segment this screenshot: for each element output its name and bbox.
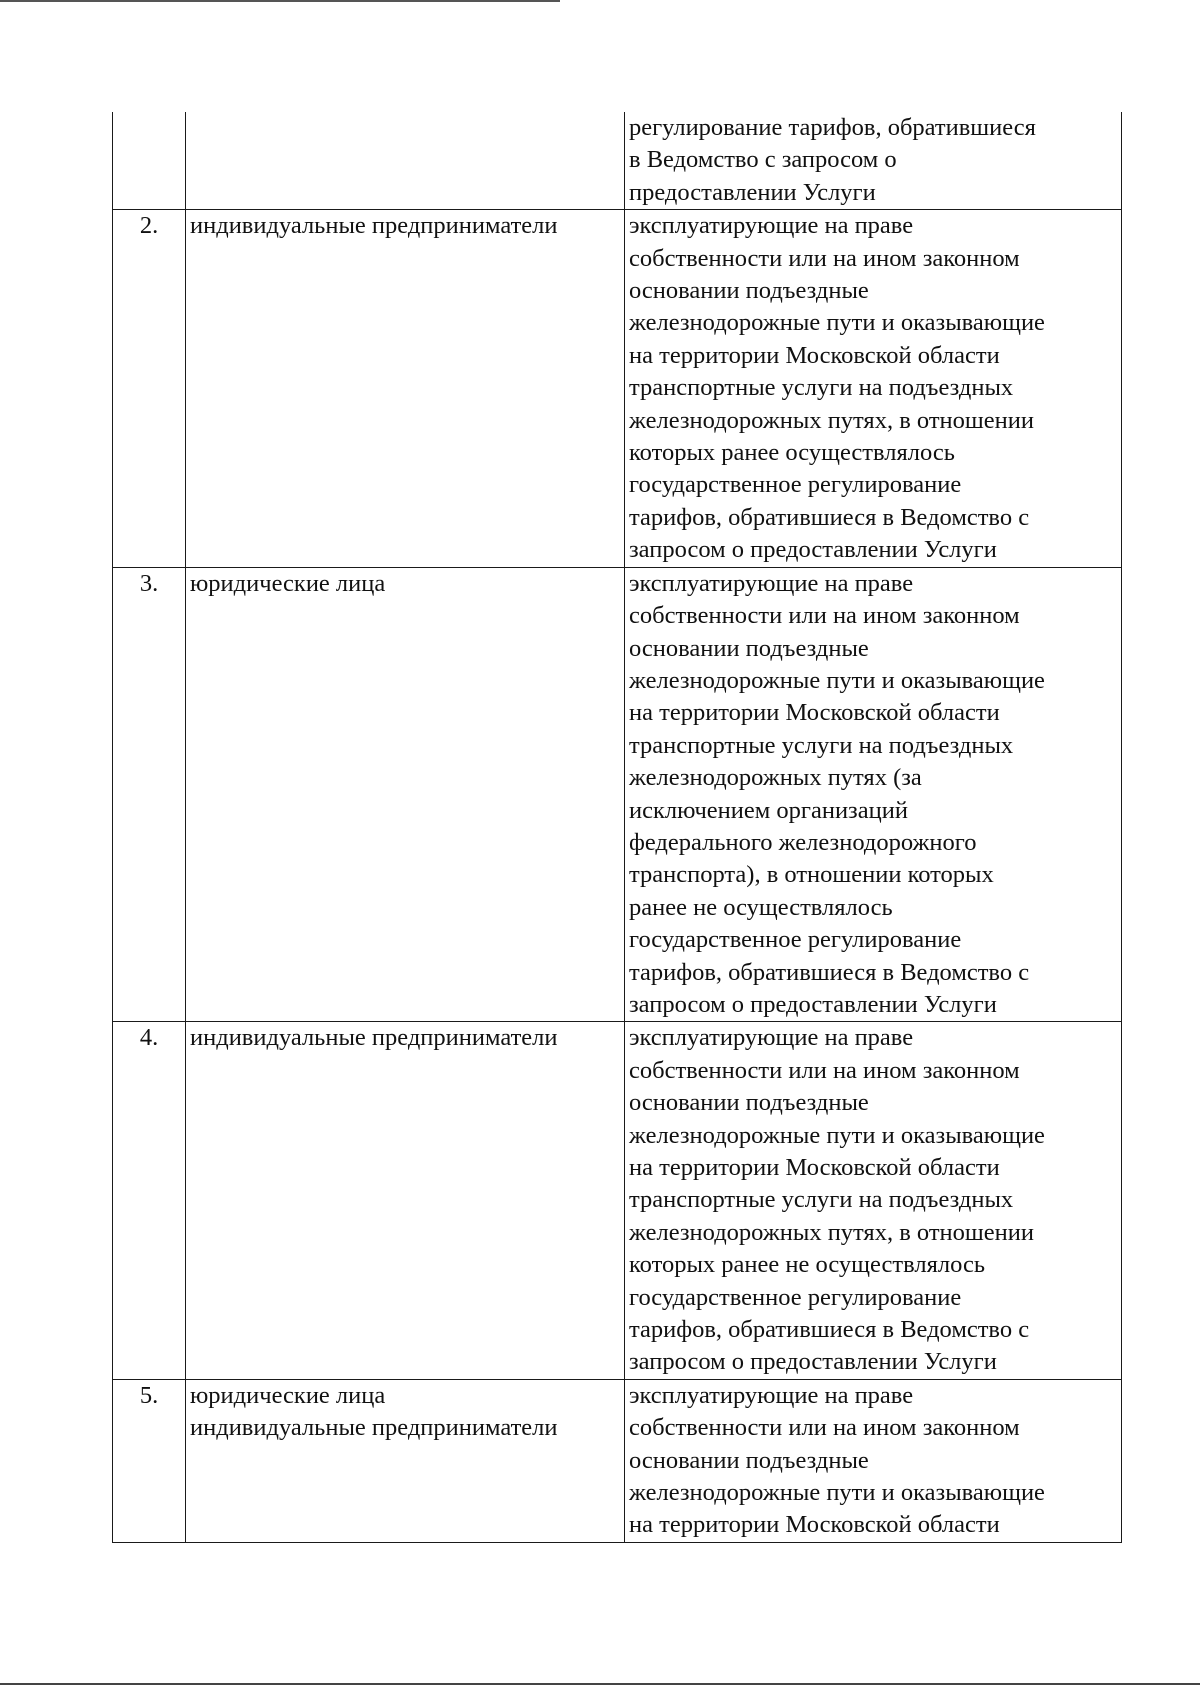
description-line: железнодорожные пути и оказывающие [629, 1121, 1045, 1149]
scan-edge-top [0, 0, 560, 2]
description-line: запросом о предоставлении Услуги [629, 536, 997, 564]
description-line: в Ведомство с запросом о [629, 146, 897, 174]
description-line: основании подъездные [629, 277, 869, 305]
category-line: индивидуальные предприниматели [190, 212, 558, 240]
description-line: железнодорожных путях, в отношении [629, 1218, 1034, 1246]
applicants-table [112, 112, 1122, 1543]
category-line: юридические лица [190, 569, 386, 597]
description-line: собственности или на ином законном [629, 1056, 1020, 1084]
description-line: которых ранее не осуществлялось [629, 1251, 985, 1279]
description-line: запросом о предоставлении Услуги [629, 990, 997, 1018]
description-line: на территории Московской области [629, 1511, 1000, 1539]
description-line: регулирование тарифов, обратившиеся [629, 114, 1036, 141]
applicant-category [186, 567, 625, 1022]
description-line: железнодорожные пути и оказывающие [629, 666, 1045, 694]
description-line: транспортные услуги на подъездных [629, 731, 1014, 759]
category-line: индивидуальные предприниматели [190, 1414, 558, 1442]
applicant-category [186, 1022, 625, 1379]
table-row [113, 210, 1122, 567]
row-number: 3. [113, 567, 186, 1022]
applicant-description [625, 567, 1122, 1022]
description-line: которых ранее осуществлялось [629, 439, 955, 467]
category-line: индивидуальные предприниматели [190, 1024, 558, 1052]
description-line: тарифов, обратившиеся в Ведомство с [629, 503, 1030, 531]
applicant-category [186, 1379, 625, 1542]
table-row [113, 1379, 1122, 1542]
applicant-description [625, 1022, 1122, 1379]
applicant-category [186, 210, 625, 567]
description-line: ранее не осуществлялось [629, 893, 893, 921]
description-line: железнодорожных путях (за [629, 764, 922, 792]
row-number: 5. [113, 1379, 186, 1542]
description-line: эксплуатирующие на праве [629, 1024, 914, 1052]
table-row [113, 1022, 1122, 1379]
description-line: тарифов, обратившиеся в Ведомство с [629, 1316, 1030, 1344]
description-line: эксплуатирующие на праве [629, 1381, 914, 1409]
applicant-category [186, 112, 625, 210]
applicant-description [625, 210, 1122, 567]
description-line: основании подъездные [629, 634, 869, 662]
description-line: на территории Московской области [629, 341, 1000, 369]
description-line: транспорта), в отношении которых [629, 861, 994, 889]
description-line: железнодорожные пути и оказывающие [629, 1479, 1045, 1507]
row-number: 2. [113, 210, 186, 567]
description-line: железнодорожных путях, в отношении [629, 406, 1034, 434]
description-line: основании подъездные [629, 1446, 869, 1474]
description-line: государственное регулирование [629, 926, 962, 954]
description-line: собственности или на ином законном [629, 602, 1020, 630]
applicant-description [625, 1379, 1122, 1542]
row-number: 4. [113, 1022, 186, 1379]
applicant-description [625, 112, 1122, 210]
table-row [113, 567, 1122, 1022]
description-line: предоставлении Услуги [629, 178, 876, 206]
description-line: тарифов, обратившиеся в Ведомство с [629, 958, 1030, 986]
description-line: собственности или на ином законном [629, 1414, 1020, 1442]
table-body [113, 112, 1122, 1542]
description-line: транспортные услуги на подъездных [629, 1186, 1014, 1214]
description-line: эксплуатирующие на праве [629, 569, 914, 597]
description-line: федерального железнодорожного [629, 828, 977, 856]
description-line: собственности или на ином законном [629, 244, 1020, 272]
description-line: основании подъездные [629, 1089, 869, 1117]
description-line: железнодорожные пути и оказывающие [629, 309, 1045, 337]
row-number [113, 112, 186, 210]
description-line: государственное регулирование [629, 1283, 962, 1311]
description-line: исключением организаций [629, 796, 908, 824]
description-line: транспортные услуги на подъездных [629, 374, 1014, 402]
description-line: эксплуатирующие на праве [629, 212, 914, 240]
table-row [113, 112, 1122, 210]
category-line: юридические лица [190, 1381, 386, 1409]
description-line: на территории Московской области [629, 1154, 1000, 1181]
description-line: государственное регулирование [629, 471, 962, 499]
description-line: запросом о предоставлении Услуги [629, 1348, 997, 1376]
description-line: на территории Московской области [629, 699, 1000, 727]
